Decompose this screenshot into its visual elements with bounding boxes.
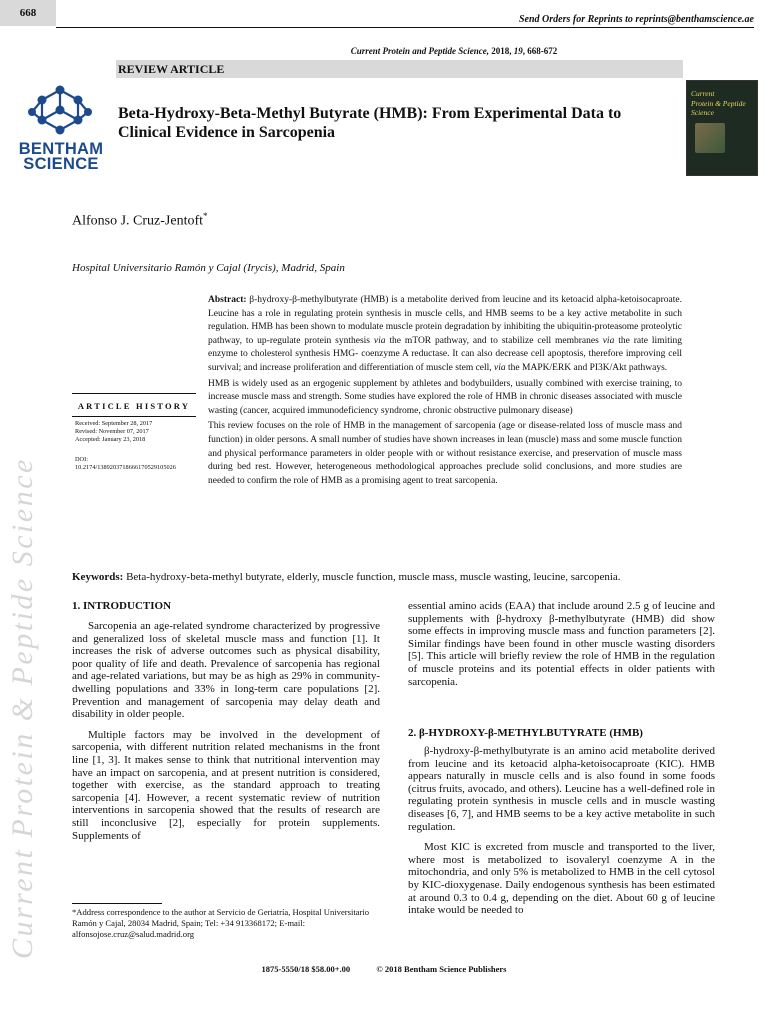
- article-type: REVIEW ARTICLE: [118, 61, 225, 76]
- issn-price: 1875-5550/18 $58.00+.00: [261, 964, 351, 974]
- history-rule-top: [72, 393, 196, 394]
- journal-year: 2018,: [491, 46, 512, 56]
- cover-title-line1: Current: [691, 89, 715, 98]
- logo-line1: BENTHAM: [18, 140, 104, 158]
- section-1-heading: [72, 600, 380, 613]
- journal-pages: , 668-672: [522, 46, 558, 56]
- abstract-text-d: the MAPK/ERK and PI3K/Akt pathways.: [505, 362, 668, 373]
- author-name: [72, 211, 208, 230]
- journal-cover[interactable]: [686, 80, 758, 176]
- abstract-via: via: [602, 335, 615, 346]
- keywords: [72, 570, 700, 584]
- footnote-rule: [72, 903, 162, 904]
- section-heading: 1. INTRODUCTION: [72, 600, 172, 612]
- abstract-text-c: the rate limiting enzyme to cholesterol synthesis HMG- coenzyme A reductase. It can also decrease cell apoptosis, therefore improving cell survival; and increase proliferation and differentiation of muscle stem cell,: [208, 335, 682, 373]
- reprint-notice: Send Orders for Reprints to reprints@benthamscience.ae: [519, 14, 754, 25]
- logo-line2: SCIENCE: [23, 155, 99, 173]
- abstract-text-a: β-hydroxy-β-methylbutyrate (HMB) is a metabolite derived from leucine and its ketoacid alpha-ketoisocaproate. Leucine has a role in regulating protein synthesis in muscle cells, and HMB seems to be a key active metabolite in such regulation. HMB has been shown to modulate muscle protein degradation by inhibiting the ubiquitin-proteasome proteolytic pathway, to up-regulate protein synthesis: [208, 295, 682, 346]
- received-date: Received: September 28, 2017: [75, 420, 153, 427]
- abstract-p2: HMB is widely used as an ergogenic supplement by athletes and bodybuilders, usually combined with exercise training, to increase muscle mass and strength. Some studies have explored the role of HMB in chronic diseases associated with muscle wasting (cancer, acquired immunodeficiency syndrome, chronic obstructive pulmonary disease): [208, 378, 682, 416]
- cover-image: [695, 123, 725, 153]
- keywords-label: Keywords:: [72, 571, 124, 583]
- article-type-bar: [116, 60, 683, 78]
- abstract-via: via: [373, 335, 386, 346]
- body-paragraph: essential amino acids (EAA) that include around 2.5 g of leucine and supplements with β-hydroxy β-methylbutyrate (HMB) did show some effects in improving muscle mass and function parameters [2]. Similar findings have been found in other muscle wasting disorders [5]. This article will briefly review the role of HMB in the regulation of muscle proteins and its potential effects in older patients with sarcopenia.: [408, 600, 715, 688]
- doi-block: [75, 456, 176, 472]
- body-paragraph: β-hydroxy-β-methylbutyrate is an amino acid metabolite derived from leucine and its ketoacid alpha-ketoisocaproate (KIC). HMB appears naturally in muscle cells and is also found in some foods (citrus fruits, avocado, and others). Leucine has a well-defined role in regulating protein synthesis in muscle cells and in muscle wasting diseases [6, 7], and HMB seems to be a key active metabolite in such regulation.: [408, 745, 715, 833]
- column-left: [72, 620, 380, 842]
- journal-name: Current Protein and Peptide Science,: [350, 46, 489, 56]
- history-rule-bottom: [72, 416, 196, 417]
- abstract-p3: This review focuses on the role of HMB in the management of sarcopenia (age or disease-related loss of muscle mass and function) in older persons. A small number of studies have shown increases in lean (muscle) mass and some muscle function and physical performance parameters in older people with or without resistance exercise, and preservation of muscle mass during bed rest. However, heterogeneous methodological approaches preclude solid conclusions, and more studies are needed to confirm the role of HMB as a promising agent to treat sarcopenia.: [208, 421, 682, 486]
- journal-volume: 19: [513, 46, 523, 56]
- abstract: [208, 294, 682, 488]
- doi-label: DOI:: [75, 456, 88, 463]
- cover-title-line3: Science: [691, 108, 714, 117]
- abstract-via: via: [494, 362, 506, 373]
- cover-title-line2: Protein & Peptide: [691, 98, 746, 108]
- body-paragraph: Sarcopenia an age-related syndrome characterized by progressive and generalized loss of skeletal muscle mass and function [1]. It increases the risk of adverse outcomes such as physical disability, poor quality of life and death. Prevalence of sarcopenia has regional and age-related variations, but may be as high as 29% in community-dwelling populations and 33% in long-term care populations [2]. Prevention and management of sarcopenia may delay death and disability in older people.: [72, 620, 380, 721]
- page-footer: [0, 964, 768, 974]
- body-paragraph: Most KIC is excreted from muscle and transported to the liver, where most is metabolized to isovaleryl coenzyme A in the mitochondria, and only 5% is metabolized to HMB in the cell cytosol by KIC-dioxygenase. Daily endogenous synthesis has been estimated at around 0.3 to 0.4 g, depending on the diet. About 60 g of leucine intake would be needed to: [408, 841, 715, 917]
- cover-title: [691, 89, 746, 118]
- abstract-label: Abstract:: [208, 295, 247, 305]
- section-2-heading: [408, 727, 715, 740]
- author: Alfonso J. Cruz-Jentoft: [72, 213, 204, 229]
- correspondence-footnote: *Address correspondence to the author at Servicio de Geriatría, Hospital Universitario Ramón y Cajal, 28034 Madrid, Spain; Tel: +34 913368172; E-mail: alfonsojose.cruz@salud.madrid.org: [72, 907, 370, 939]
- abstract-text-b: the mTOR pathway, and to stabilize cell membranes: [385, 335, 603, 346]
- article-history-title: ARTICLE HISTORY: [77, 401, 191, 411]
- affiliation: Hospital Universitario Ramón y Cajal (Irycis), Madrid, Spain: [72, 262, 345, 274]
- author-mark: *: [203, 211, 208, 221]
- page-number: 668: [0, 0, 56, 26]
- column-right-top: [408, 600, 715, 688]
- keywords-text: Beta-hydroxy-beta-methyl butyrate, elderly, muscle function, muscle mass, muscle wasting, leucine, sarcopenia.: [123, 571, 621, 583]
- section-heading: 2. β-HYDROXY-β-METHYLBUTYRATE (HMB): [408, 727, 643, 739]
- body-paragraph: Multiple factors may be involved in the development of sarcopenia, with different nutrition related mechanisms in the front line [1, 3]. It makes sense to think that nutritional intervention may have an impact on sarcopenia, and at present nutrition is considered, together with exercise, as the standard approach to treating sarcopenia [4]. However, a recent systematic review of nutrition interventions in sarcopenia showed that the results of research are still inconclusive [2], especially for protein supplements. Supplements of: [72, 728, 380, 842]
- article-history-dates: [75, 420, 152, 445]
- doi-link[interactable]: 10.2174/1389203718666170529105026: [75, 464, 176, 472]
- abstract-p1: [208, 294, 682, 376]
- revised-date: Revised: November 07, 2017: [75, 428, 149, 436]
- header-rule: [56, 27, 754, 28]
- journal-reference: [0, 46, 768, 56]
- accepted-date: Accepted: January 23, 2018: [75, 436, 146, 444]
- column-right: [408, 745, 715, 917]
- copyright: © 2018 Bentham Science Publishers: [376, 964, 507, 974]
- side-watermark: Current Protein & Peptide Science: [6, 457, 39, 959]
- publisher-logo-text: [12, 142, 110, 172]
- article-title: Beta-Hydroxy-Beta-Methyl Butyrate (HMB): From Experimental Data to Clinical Evidence in Sarcopenia: [118, 105, 622, 141]
